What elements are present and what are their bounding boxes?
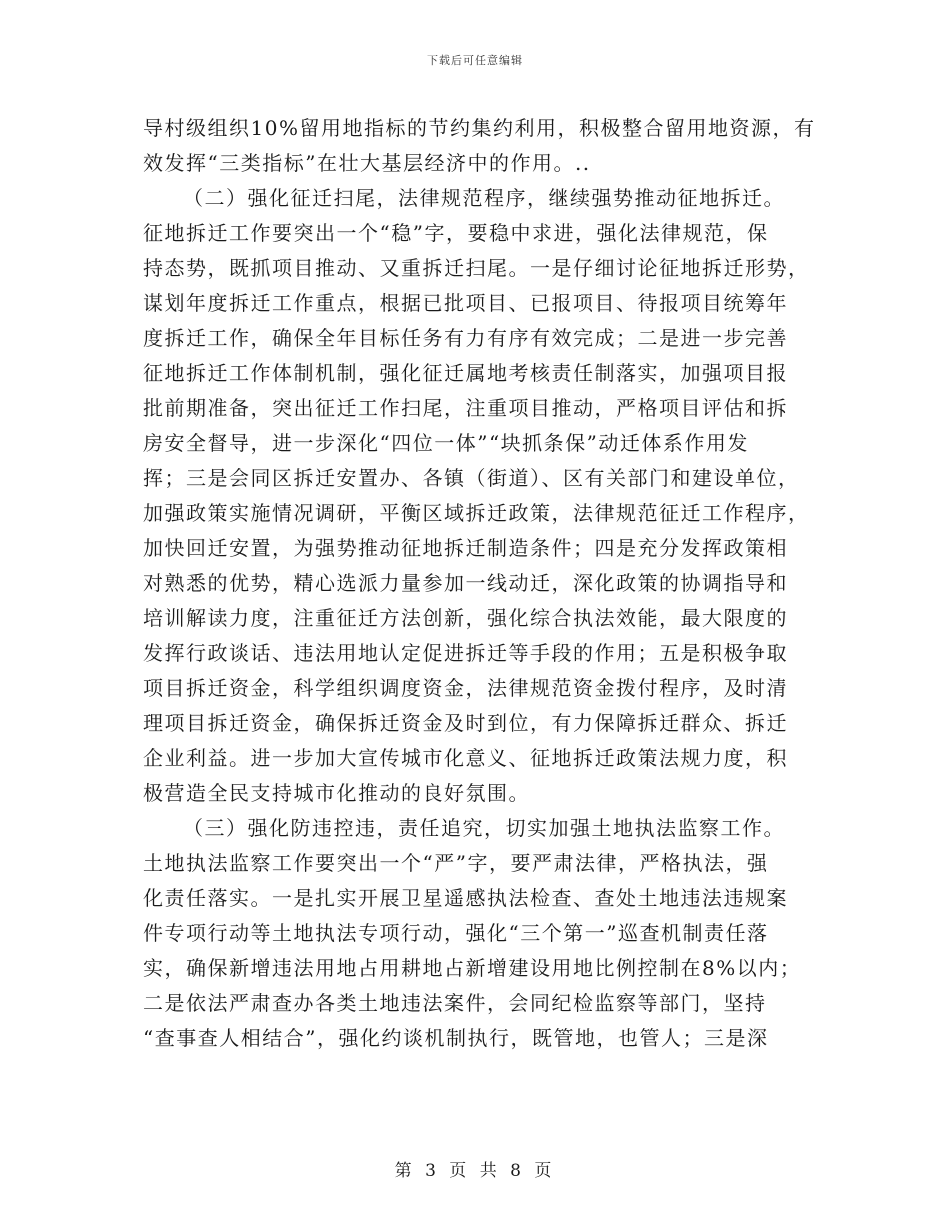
text-line: 极营造全民支持城市化推动的良好氛围。 <box>143 781 530 805</box>
page-number-footer: 第 3 页 共 8 页 <box>394 1161 556 1181</box>
text-line: 挥；三是会同区拆迁安置办、各镇（街道）、区有关部门和建设单位， <box>143 466 800 490</box>
text-line: 项目拆迁资金，科学组织调度资金，法律规范资金拨付程序，及时清 <box>143 676 788 700</box>
section-heading-3: （三）强化防违控违，责任追究，切实加强土地执法监察工作。 <box>183 816 785 840</box>
text-line: 化责任落实。一是扎实开展卫星遥感执法检查、查处土地违法违规案 <box>143 886 788 910</box>
text-line: 持态势，既抓项目推动、又重拆迁扫尾。一是仔细讨论征地拆迁形势， <box>143 256 810 280</box>
document-body <box>143 111 816 1056</box>
text-line: 土地执法监察工作要突出一个“严”字，要严肃法律，严格执法，强 <box>143 851 769 875</box>
text-line: 培训解读力度，注重征迁方法创新，强化综合执法效能，最大限度的 <box>143 606 788 630</box>
text-line: 理项目拆迁资金，确保拆迁资金及时到位，有力保障拆迁群众、拆迁 <box>143 711 788 735</box>
text-line: 对熟悉的优势，精心选派力量参加一线动迁，深化政策的协调指导和 <box>143 571 788 595</box>
text-line: 加强政策实施情况调研，平衡区域拆迁政策，法律规范征迁工作程序， <box>143 501 810 525</box>
page-header: 下载后可任意编辑 <box>427 54 523 67</box>
text-line: 效发挥“三类指标”在壮大基层经济中的作用。.. <box>143 151 591 175</box>
text-line: 二是依法严肃查办各类土地违法案件，会同纪检监察等部门，坚持 <box>143 991 767 1015</box>
text-line: 房安全督导，进一步深化“四位一体”“块抓条保”动迁体系作用发 <box>143 431 749 455</box>
text-line: 发挥行政谈话、违法用地认定促进拆迁等手段的作用；五是积极争取 <box>143 641 788 665</box>
text-line: 谋划年度拆迁工作重点，根据已批项目、已报项目、待报项目统筹年 <box>143 291 788 315</box>
text-line: 件专项行动等土地执法专项行动，强化“三个第一”巡查机制责任落 <box>143 921 769 945</box>
text-line: 度拆迁工作，确保全年目标任务有力有序有效完成；二是进一步完善 <box>143 326 788 350</box>
text-line: 征地拆迁工作体制机制，强化征迁属地考核责任制落实，加强项目报 <box>143 361 788 385</box>
text-line: “查事查人相结合”，强化约谈机制执行，既管地，也管人；三是深 <box>143 1026 769 1050</box>
text-line: 企业利益。进一步加大宣传城市化意义、征地拆迁政策法规力度，积 <box>143 746 788 770</box>
text-line: 实，确保新增违法用地占用耕地占新增建设用地比例控制在8%以内； <box>143 956 802 980</box>
text-line: 征地拆迁工作要突出一个“稳”字，要稳中求进，强化法律规范，保 <box>143 221 769 245</box>
text-line: 批前期准备，突出征迁工作扫尾，注重项目推动，严格项目评估和拆 <box>143 396 788 420</box>
text-line: 导村级组织10%留用地指标的节约集约利用，积极整合留用地资源，有 <box>143 116 816 140</box>
text-line: 加快回迁安置，为强势推动征地拆迁制造条件；四是充分发挥政策相 <box>143 536 788 560</box>
section-heading-2: （二）强化征迁扫尾，法律规范程序，继续强势推动征地拆迁。 <box>183 186 785 210</box>
